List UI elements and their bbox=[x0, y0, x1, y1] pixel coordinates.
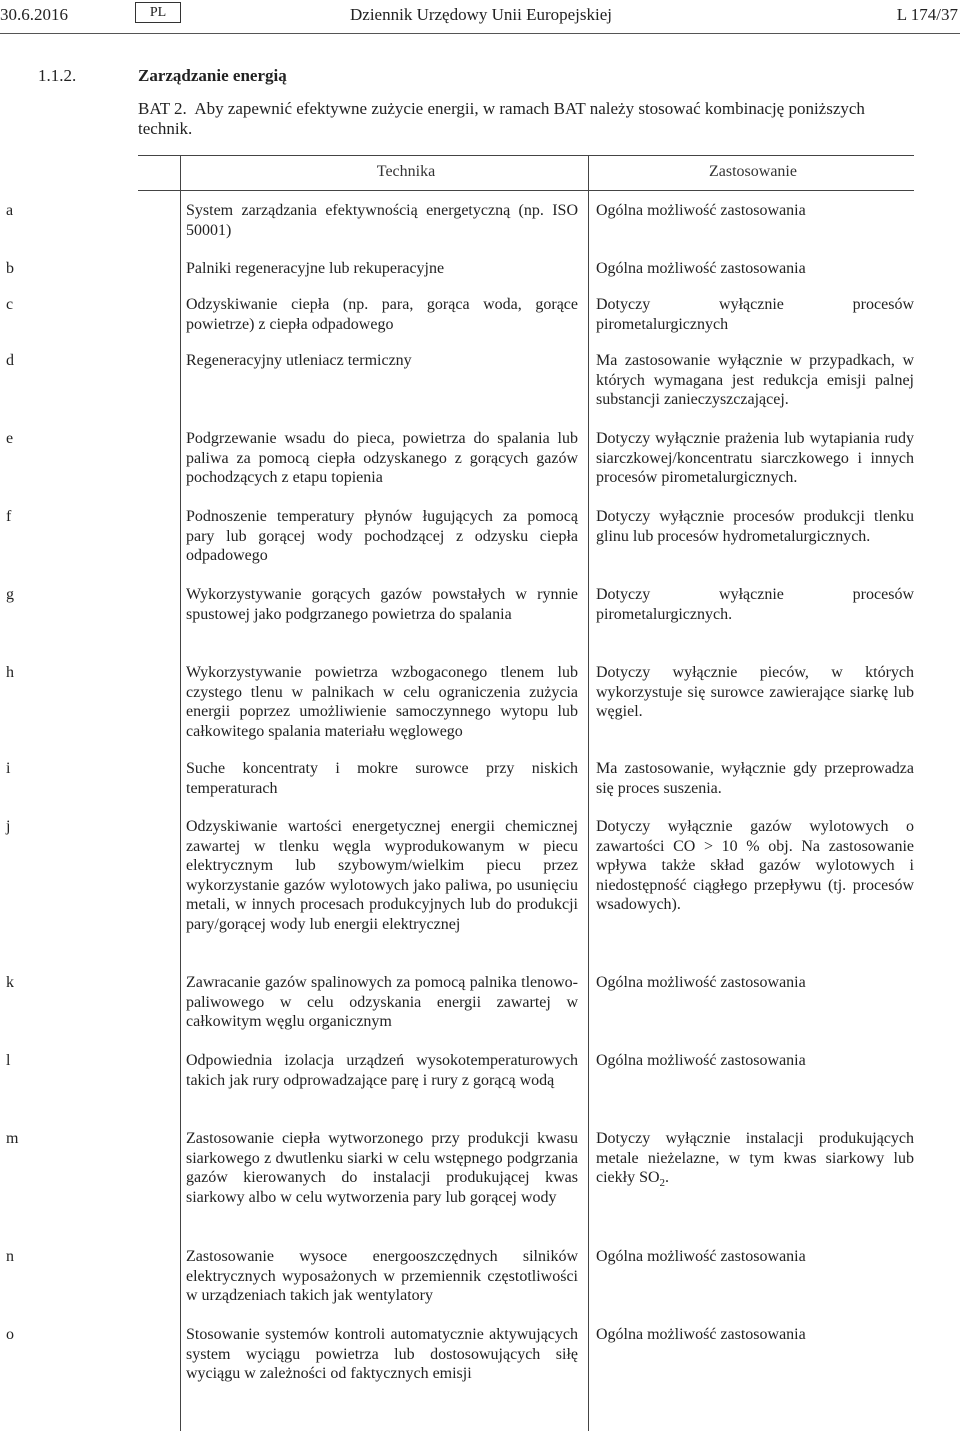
technique-cell: Stosowanie systemów kontroli automatycznie aktywujących system wyciągu powietrza lub dostosowujących siłę wyciągu w zależności od faktycznych emisji bbox=[186, 1326, 578, 1382]
application-cell: Ma zastosowanie wyłącznie w przypadkach, w których wymagana jest redukcja emisji palnej substancji zanieczyszczającej. bbox=[596, 352, 914, 408]
row-letter: h bbox=[6, 664, 14, 681]
bat-label: BAT 2. bbox=[138, 99, 187, 118]
page-header bbox=[0, 0, 960, 34]
column-header-technique: Technika bbox=[376, 163, 436, 180]
table-row bbox=[6, 507, 914, 585]
row-letter: d bbox=[6, 352, 14, 369]
row-letter: i bbox=[6, 760, 11, 777]
application-text: Dotyczy wyłącznie instalacji produkujących metale nieżelazne, w tym kwas siarkowy lub ciekły SO bbox=[596, 1130, 914, 1186]
language-badge: PL bbox=[135, 2, 181, 23]
row-letter: b bbox=[6, 260, 14, 277]
table-row bbox=[6, 1247, 914, 1325]
application-cell: Dotyczy wyłącznie procesów produkcji tlenku glinu lub procesów hydrometalurgicznych. bbox=[596, 508, 914, 545]
row-letter: a bbox=[6, 202, 14, 219]
technique-cell: Zastosowanie ciepła wytworzonego przy produkcji kwasu siarkowego z dwutlenku siarki w celu wstępnego podgrzania gazów kierowanych do instalacji produkującej kwas siarkowy albo w celu wytworzenia pary lub gorącej wody bbox=[186, 1130, 578, 1206]
row-letter: o bbox=[6, 1326, 14, 1343]
technique-cell: Odzyskiwanie wartości energetycznej energii chemicznej zawartej w tlenku węgla wyprodukowanym w piecu elektrycznym lub szybowym/wielkim piecu przez wykorzystanie gazów wylotowych jako paliwa, po usunięciu metali, w innych procesach produkcyjnych lub do produkcji pary/gorącej wody lub energii elektrycznej bbox=[186, 818, 578, 933]
application-cell: Dotyczy wyłącznie gazów wylotowych o zawartości CO > 10 % obj. Na zastosowanie wpływa także skład gazów wylotowych i niedostępność ciągłego przepływu (tj. procesów wsadowych). bbox=[596, 818, 914, 913]
row-letter: n bbox=[6, 1248, 14, 1265]
technique-cell: Odpowiednia izolacja urządzeń wysokotemperaturowych takich jak rury odprowadzające parę i rury z gorącą wodą bbox=[186, 1052, 578, 1089]
table-row bbox=[6, 973, 914, 1051]
application-cell: Ogólna możliwość zastosowania bbox=[596, 974, 806, 991]
section-title: Zarządzanie energią bbox=[138, 66, 287, 85]
technique-cell: Palniki regeneracyjne lub rekuperacyjne bbox=[186, 260, 445, 277]
technique-cell: Zastosowanie wysoce energooszczędnych silników elektrycznych wyposażonych w przemiennik częstotliwości w urządzeniach takich jak wentylatory bbox=[186, 1248, 578, 1304]
technique-cell: Podnoszenie temperatury płynów ługujących za pomocą pary lub gorącej wody pochodzącej z odzysku ciepła odpadowego bbox=[186, 508, 578, 564]
row-letter: f bbox=[6, 508, 12, 525]
application-cell: Dotyczy wyłącznie procesów pirometalurgicznych bbox=[596, 296, 914, 333]
technique-cell: System zarządzania efektywnością energetyczną (np. ISO 50001) bbox=[186, 202, 578, 239]
application-cell: Ogólna możliwość zastosowania bbox=[596, 260, 806, 277]
application-subscript: 2 bbox=[659, 1177, 666, 1190]
application-text-end: . bbox=[665, 1169, 670, 1186]
application-cell: Ogólna możliwość zastosowania bbox=[596, 1248, 806, 1265]
row-letter: k bbox=[6, 974, 14, 991]
row-letter: j bbox=[6, 818, 11, 835]
technique-cell: Zawracanie gazów spalinowych za pomocą palnika tlenowo-paliwowego w celu odzyskania energii zawartej w całkowitym węglu organicznym bbox=[186, 974, 578, 1030]
technique-cell: Podgrzewanie wsadu do pieca, powietrza do spalania lub paliwa za pomocą ciepła odzyskanego z gorących gazów pochodzących z etapu topienia bbox=[186, 430, 578, 486]
table-row bbox=[6, 663, 914, 759]
row-letter: c bbox=[6, 296, 14, 313]
table-body bbox=[6, 191, 914, 1431]
table-row bbox=[6, 201, 914, 259]
technique-cell: Wykorzystywanie powietrza wzbogaconego tlenem lub czystego tlenu w palnikach w celu ograniczenia zużycia energii poprzez umożliwienie samoczynnego wytopu lub całkowitego spalania materiału węglowego bbox=[186, 664, 578, 740]
table-row bbox=[6, 1129, 914, 1247]
application-cell: Dotyczy wyłącznie prażenia lub wytapiania rudy siarczkowej/koncentratu siarczkowego i innych procesów pirometalurgicznych. bbox=[596, 430, 914, 486]
technique-cell: Regeneracyjny utleniacz termiczny bbox=[186, 352, 412, 369]
table-row bbox=[6, 817, 914, 973]
technique-cell: Odzyskiwanie ciepła (np. para, gorąca woda, gorące powietrze) z ciepła odpadowego bbox=[186, 296, 578, 333]
table-row bbox=[6, 585, 914, 663]
application-cell bbox=[596, 1129, 914, 1194]
row-letter: l bbox=[6, 1052, 11, 1069]
publication-date: 30.6.2016 bbox=[0, 5, 68, 24]
table-header bbox=[138, 156, 914, 191]
journal-title: Dziennik Urzędowy Unii Europejskiej bbox=[350, 5, 613, 24]
row-letter: g bbox=[6, 586, 14, 603]
table-row bbox=[6, 759, 914, 817]
table-row bbox=[6, 259, 914, 295]
technique-cell: Suche koncentraty i mokre surowce przy niskich temperaturach bbox=[186, 760, 578, 797]
section-number: 1.1.2. bbox=[38, 66, 77, 85]
table-row bbox=[6, 1051, 914, 1129]
application-cell: Ogólna możliwość zastosowania bbox=[596, 1326, 806, 1343]
bat-text: Aby zapewnić efektywne zużycie energii, w ramach BAT należy stosować kombinację poniższych technik. bbox=[138, 99, 865, 138]
techniques-table bbox=[6, 155, 914, 1431]
row-letter: e bbox=[6, 430, 14, 447]
application-cell: Ogólna możliwość zastosowania bbox=[596, 202, 806, 219]
page-reference: L 174/37 bbox=[896, 5, 958, 24]
header-divider bbox=[0, 33, 960, 34]
application-cell: Ma zastosowanie, wyłącznie gdy przeprowadza się proces suszenia. bbox=[596, 760, 914, 797]
table-row bbox=[6, 1325, 914, 1405]
table-row bbox=[6, 351, 914, 429]
row-letter: m bbox=[6, 1130, 19, 1147]
application-cell: Ogólna możliwość zastosowania bbox=[596, 1052, 806, 1069]
table-row bbox=[6, 429, 914, 507]
technique-cell: Wykorzystywanie gorących gazów powstałych w rynnie spustowej jako podgrzanego powietrza do spalania bbox=[186, 586, 578, 623]
application-cell: Dotyczy wyłącznie procesów pirometalurgicznych. bbox=[596, 586, 914, 623]
bat-intro bbox=[138, 99, 916, 139]
application-cell: Dotyczy wyłącznie pieców, w których wykorzystuje się surowce zawierające siarkę lub węgiel. bbox=[596, 664, 914, 720]
table-row bbox=[6, 295, 914, 351]
column-header-application: Zastosowanie bbox=[709, 163, 797, 180]
